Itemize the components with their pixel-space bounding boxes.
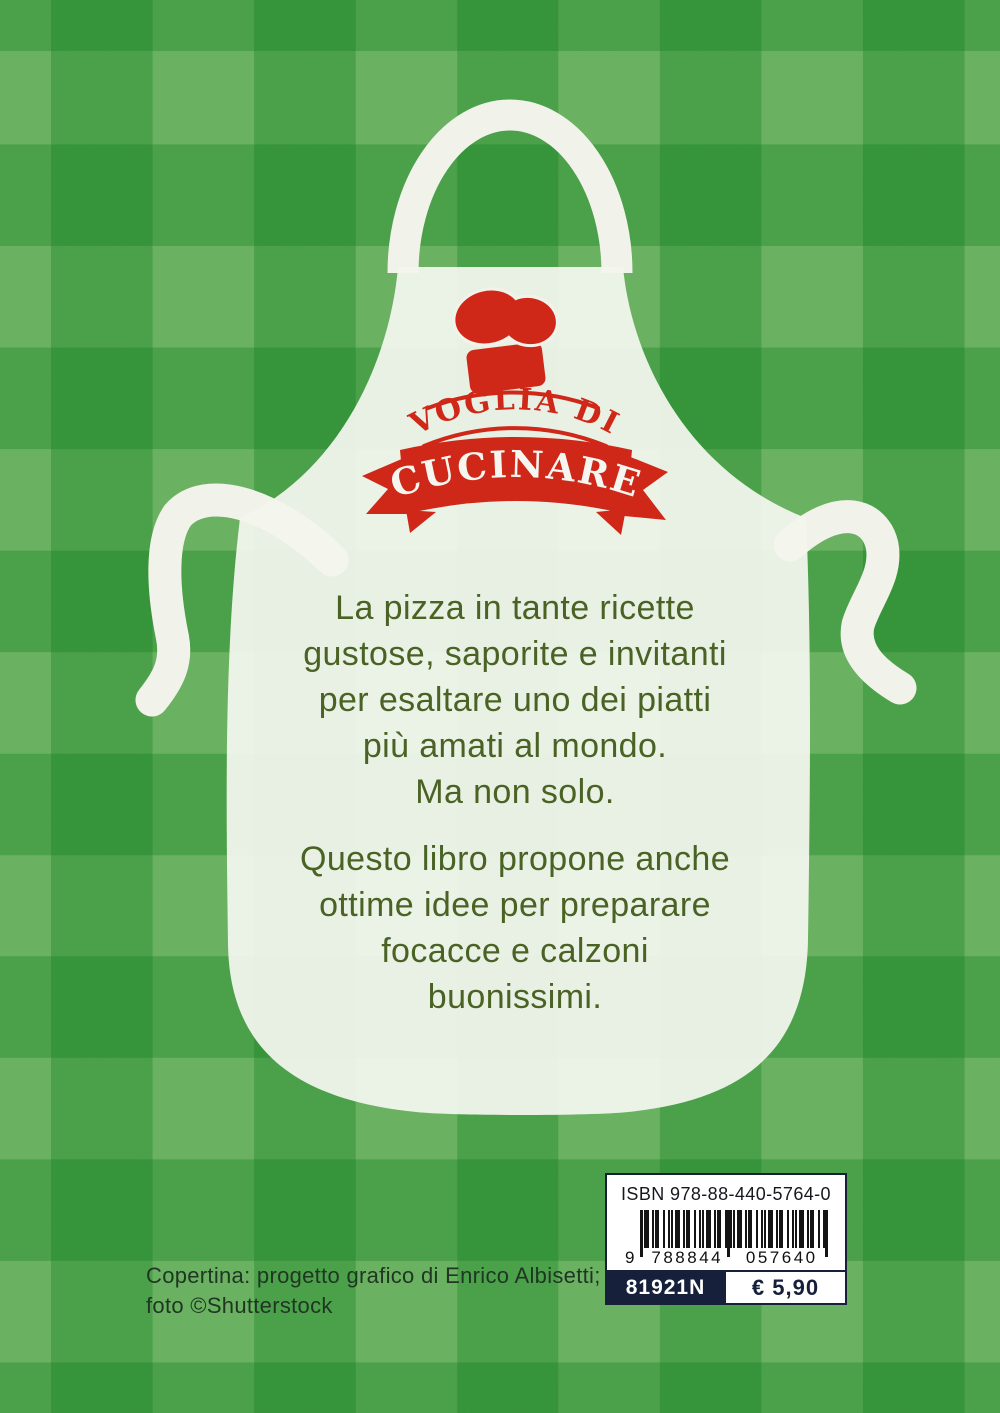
- apron-neck-strap: [403, 115, 617, 273]
- blurb-paragraph-2: [205, 836, 825, 1020]
- blurb-line: gustose, saporite e invitanti: [303, 635, 727, 673]
- blurb-line: Questo libro propone anche: [299, 840, 731, 878]
- blurb-line: per esaltare uno dei piatti: [318, 681, 712, 719]
- blurb-line: più amati al mondo.: [362, 727, 668, 765]
- isbn-footer: [607, 1270, 845, 1303]
- publisher-code: 81921N: [607, 1272, 724, 1303]
- blurb-line: La pizza in tante ricette: [335, 589, 695, 627]
- credits-line-2: foto ©Shutterstock: [146, 1293, 333, 1318]
- barcode-digits: [625, 1248, 829, 1268]
- blurb-line: focacce e calzoni: [381, 932, 649, 970]
- barcode-digit-group-1: 788844: [651, 1248, 724, 1267]
- blurb-line: buonissimi.: [427, 978, 603, 1016]
- isbn-label: ISBN 978-88-440-5764-0: [621, 1184, 831, 1204]
- barcode: [625, 1210, 829, 1270]
- credits: [146, 1261, 601, 1321]
- barcode-digit-group-2: 057640: [745, 1248, 818, 1267]
- blurb-line: ottime idee per preparare: [319, 886, 711, 924]
- credits-line-1: Copertina: progetto grafico di Enrico Albisetti;: [146, 1263, 601, 1288]
- isbn-block: [605, 1173, 847, 1305]
- barcode-bars: [640, 1210, 828, 1248]
- blurb: [205, 585, 825, 1020]
- brand-top-text: VOGLIA DI: [404, 382, 627, 443]
- barcode-digit-lead: 9: [625, 1248, 637, 1267]
- blurb-line: Ma non solo.: [415, 773, 615, 811]
- blurb-paragraph-1: [205, 585, 825, 815]
- price-tag: € 5,90: [724, 1272, 845, 1303]
- banner-text: CUCINARE: [384, 441, 648, 507]
